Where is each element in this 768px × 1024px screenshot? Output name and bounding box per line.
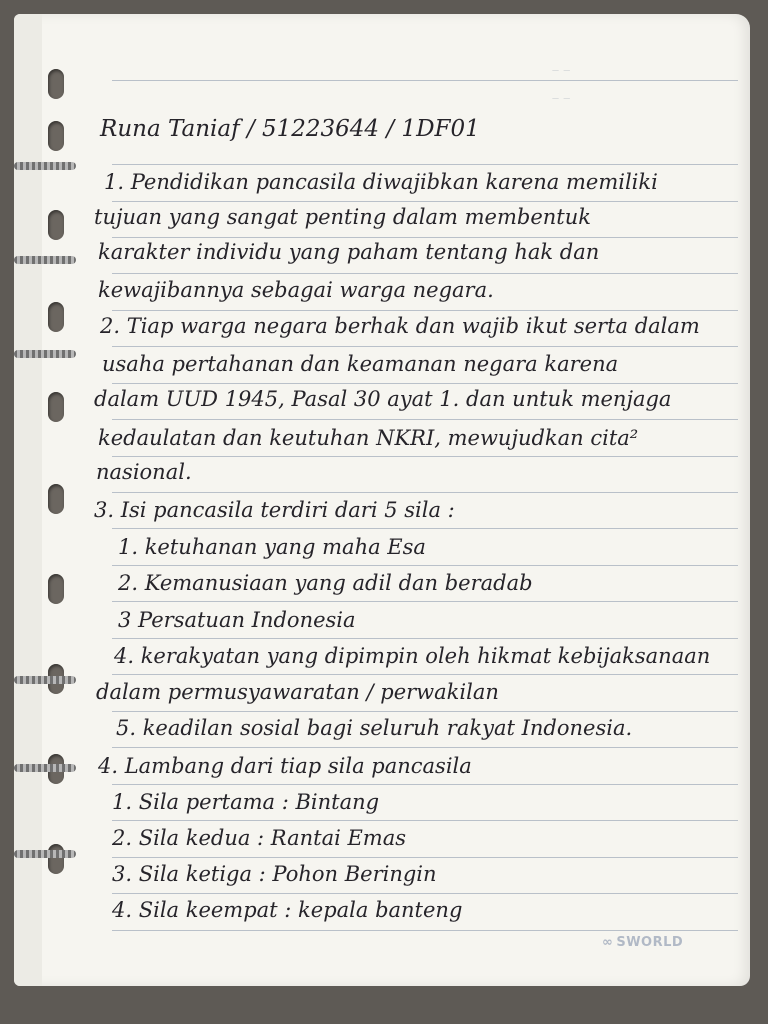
ruled-line (112, 419, 738, 420)
ruled-line (112, 237, 738, 238)
binder-hole (48, 121, 64, 151)
binder-ring (14, 162, 76, 170)
ruled-line (112, 201, 738, 202)
ruled-line (112, 601, 738, 602)
binder-ring (14, 350, 76, 358)
answer-line-21: 4. Sila keempat : kepala banteng (112, 898, 463, 922)
date-mark: — — (552, 94, 572, 102)
answer-line-15: dalam permusyawaratan / perwakilan (96, 680, 499, 704)
brand-text: SWORLD (616, 935, 684, 950)
ruled-line (112, 784, 738, 785)
brand-mark (602, 935, 683, 950)
binder-hole (48, 484, 64, 514)
answer-line-1: 1. Pendidikan pancasila diwajibkan karena memiliki (104, 170, 658, 194)
ruled-line (112, 310, 738, 311)
ruled-line (112, 857, 738, 858)
answer-line-9: nasional. (96, 460, 192, 484)
ruled-line (112, 383, 738, 384)
ruled-line (112, 456, 738, 457)
ruled-line (112, 492, 738, 493)
answer-line-12: 2. Kemanusiaan yang adil dan beradab (118, 571, 533, 595)
answer-line-4: kewajibannya sebagai warga negara. (98, 278, 494, 302)
binder-hole (48, 574, 64, 604)
answer-line-3: karakter individu yang paham tentang hak dan (98, 240, 600, 264)
ruled-line (112, 565, 738, 566)
ruled-line (112, 747, 738, 748)
ruled-line (112, 638, 738, 639)
ruled-line (112, 164, 738, 165)
infinity-logo-icon: ∞ (602, 935, 614, 950)
ruled-line (112, 80, 738, 81)
notebook-page (14, 14, 750, 986)
binder-ring (14, 256, 76, 264)
answer-line-18: 1. Sila pertama : Bintang (112, 790, 380, 814)
answer-line-6: usaha pertahanan dan keamanan negara karena (102, 352, 619, 376)
binder-ring (14, 676, 76, 684)
binder-ring (14, 850, 76, 858)
ruled-line (112, 273, 738, 274)
ruled-line (112, 711, 738, 712)
no-mark: — — (552, 66, 572, 74)
binder-hole (48, 302, 64, 332)
binder-hole (48, 392, 64, 422)
binder-hole (48, 844, 64, 874)
binder-ring (14, 764, 76, 772)
ruled-line (112, 820, 738, 821)
ruled-line (112, 930, 738, 931)
answer-line-20: 3. Sila ketiga : Pohon Beringin (112, 862, 437, 886)
ruled-line (112, 674, 738, 675)
ruled-line (112, 893, 738, 894)
answer-line-11: 1. ketuhanan yang maha Esa (118, 535, 426, 559)
answer-line-16: 5. keadilan sosial bagi seluruh rakyat Indonesia. (116, 716, 633, 740)
binder-hole (48, 210, 64, 240)
answer-line-17: 4. Lambang dari tiap sila pancasila (98, 754, 472, 778)
answer-line-5: 2. Tiap warga negara berhak dan wajib ikut serta dalam (100, 314, 700, 338)
header-line: Runa Taniaf / 51223644 / 1DF01 (100, 116, 480, 142)
ruled-line (112, 346, 738, 347)
answer-line-10: 3. Isi pancasila terdiri dari 5 sila : (94, 498, 455, 522)
answer-line-8: kedaulatan dan keutuhan NKRI, mewujudkan cita² (98, 426, 639, 450)
answer-line-14: 4. kerakyatan yang dipimpin oleh hikmat kebijaksanaan (114, 644, 711, 668)
binder-hole (48, 69, 64, 99)
ruled-line (112, 528, 738, 529)
answer-line-13: 3 Persatuan Indonesia (118, 608, 356, 632)
answer-line-19: 2. Sila kedua : Rantai Emas (112, 826, 407, 850)
answer-line-2: tujuan yang sangat penting dalam membentuk (94, 205, 591, 229)
answer-line-7: dalam UUD 1945, Pasal 30 ayat 1. dan untuk menjaga (94, 387, 672, 411)
binding-strip (14, 14, 42, 986)
